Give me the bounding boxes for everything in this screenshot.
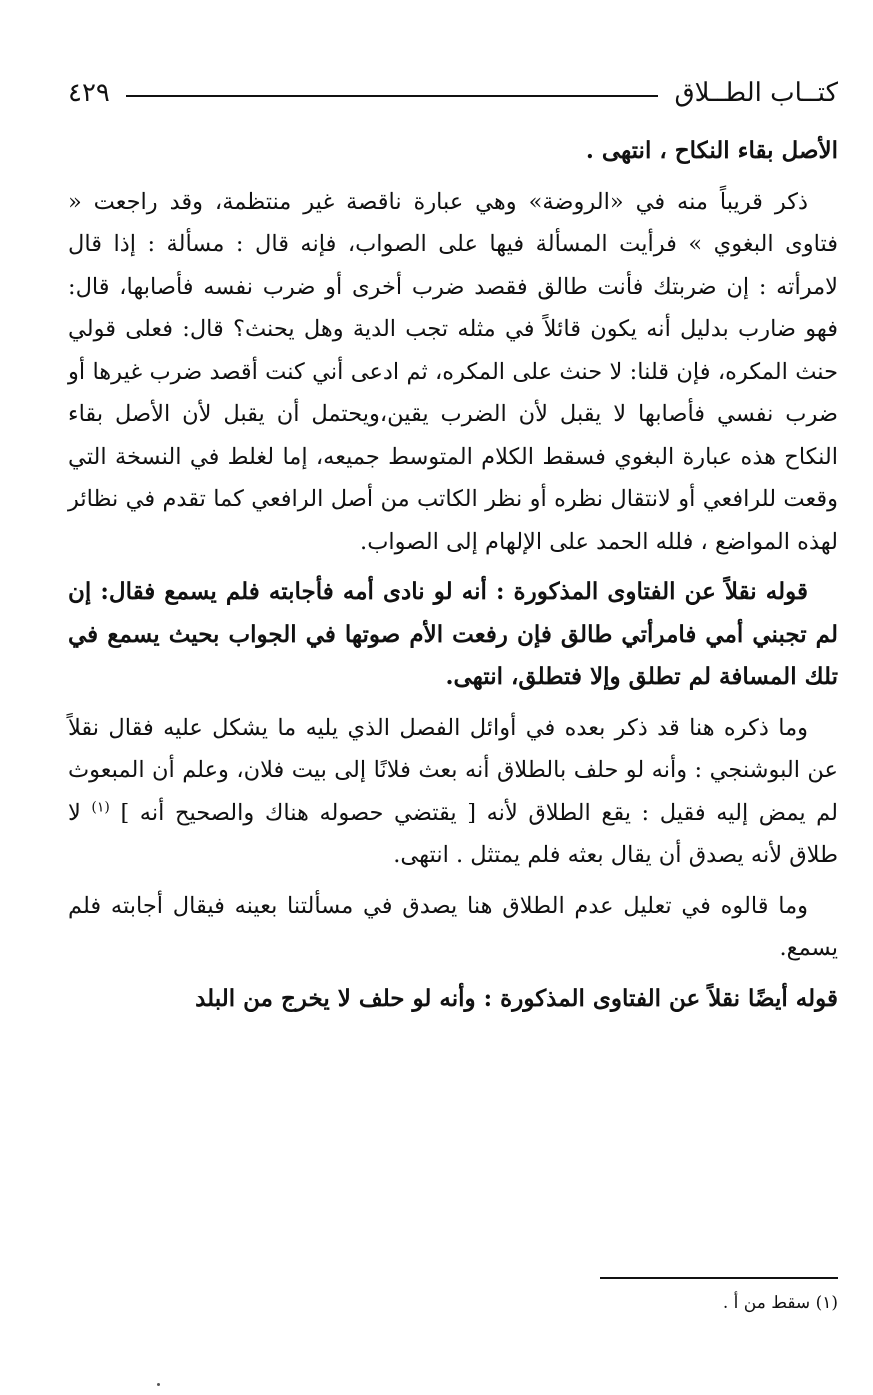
paragraph-heading-1: الأصل بقاء النكاح ، انتهى .: [585, 137, 838, 164]
paragraph-quote-1: قوله نقلاً عن الفتاوى المذكورة : أنه لو نادى أمه فأجابته فلم يسمع فقال: إن لم تجبني أمي فامرأتي طالق فإن رفعت الأم صوتها في الجواب بحيث يسمع في تلك المسافة لم تطلق وإلا فتطلق، انتهى.: [68, 578, 838, 690]
paragraph-commentary-2: [68, 707, 838, 877]
footnote: (١) سقط من أ .: [722, 1293, 838, 1313]
paragraph-text: وما قالوه في تعليل عدم الطلاق هنا يصدق في مسألتنا بعينه فيقال أجابته فلم يسمع.: [68, 892, 838, 961]
page-body: [68, 130, 838, 1020]
paragraph-text: وما ذكره هنا قد ذكر بعده في أوائل الفصل الذي يليه ما يشكل عليه فقال نقلاً عن البوشنجي : وأنه لو حلف بالطلاق أنه بعث فلانًا إلى بيت فلان، وعلم أن المبعوث لم يمض إليه فقيل : يقع الطلاق لأنه [ يقتضي حصوله هناك والصحيح أنه ]: [68, 714, 838, 826]
paragraph-quote-2: قوله أيضًا نقلاً عن الفتاوى المذكورة : وأنه لو حلف لا يخرج من البلد: [195, 984, 838, 1012]
book-page: [68, 70, 838, 1370]
paragraph-commentary-3: [68, 885, 838, 970]
page-number: ٤٢٩: [68, 78, 110, 108]
footnote-separator: [600, 1277, 838, 1279]
paragraph-commentary-1: [68, 181, 838, 564]
header-rule: [126, 95, 659, 97]
footnote-reference: (١): [91, 799, 110, 815]
paragraph-text: ذكر قريباً منه في «الروضة» وهي عبارة ناقصة غير منتظمة، وقد راجعت « فتاوى البغوي » فرأيت المسألة فيها على الصواب، فإنه قال : مسألة : إذا قال لامرأته : إن ضربتك فأنت طالق فقصد ضرب أخرى أو ضرب نفسه فأصابها، قال: فهو ضارب بدليل أنه يكون قائلاً في مثله تجب الدية وهل يحنث؟ قال: فعلى قولي حنث المكره، فإن قلنا: لا حنث على المكره، ثم ادعى أني كنت أقصد ضرب غيرها أو ضرب نفسي فأصابها لا يقبل لأن الضرب يقين،ويحتمل أن يقبل لأن الأصل بقاء النكاح هذه عبارة البغوي فسقط الكلام المتوسط جميعه، إما لغلط في النسخة التي وقعت للرافعي أو لانتقال نظره أو نظر الكاتب من أصل الرافعي كما تقدم في نظائر لهذه المواضع ، فلله الحمد على الإلهام إلى الصواب.: [68, 188, 838, 555]
running-title: كتــاب الطــلاق: [674, 78, 838, 108]
running-header: [68, 70, 838, 116]
scan-speck: [157, 1383, 160, 1386]
paragraph-text: لا طلاق لأنه يصدق أن يقال بعثه فلم يمتثل . انتهى.: [68, 799, 838, 868]
